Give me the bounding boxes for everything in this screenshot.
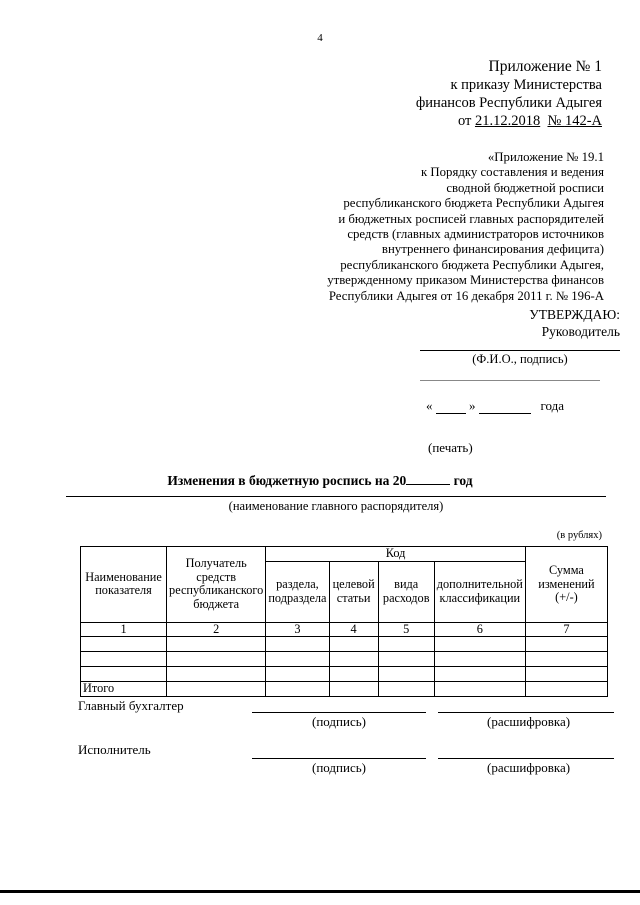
- stamp-label: (печать): [428, 440, 473, 455]
- accountant-signature-line[interactable]: [252, 712, 426, 713]
- annex1-number-prefix: №: [547, 113, 565, 129]
- table-cell[interactable]: [525, 682, 607, 697]
- executor-decode-line[interactable]: [438, 758, 614, 759]
- annex1-header: [416, 58, 602, 130]
- title-suffix: год: [453, 473, 473, 488]
- col-number: 2: [167, 622, 266, 637]
- annex19-line: сводной бюджетной росписи: [446, 180, 604, 195]
- col-number: 5: [378, 622, 434, 637]
- header-sum: Сумма изменений (+/-): [525, 547, 607, 623]
- header-target: целевой статьи: [329, 561, 378, 622]
- fio-caption: (Ф.И.О., подпись): [472, 352, 568, 366]
- table-cell[interactable]: [434, 652, 525, 667]
- date-year-label: года: [540, 398, 565, 413]
- header-name: Наименование показателя: [81, 547, 167, 623]
- head-label: Руководитель: [541, 324, 620, 339]
- table-cell[interactable]: [266, 667, 329, 682]
- annex19-line: к Порядку составления и ведения: [420, 165, 604, 180]
- date-quote-open: «: [426, 398, 433, 413]
- table-row: [81, 667, 608, 682]
- col-number: 1: [81, 622, 167, 637]
- table-cell[interactable]: [329, 682, 378, 697]
- annex19-header: [327, 150, 604, 304]
- approval-block: [529, 306, 620, 340]
- annex1-line2: к приказу Министерства: [450, 77, 602, 93]
- page-number: 4: [317, 32, 323, 44]
- annex19-line: «Приложение № 19.1: [487, 150, 604, 164]
- annex19-line: утвержденному приказом Министерства финансов: [327, 273, 604, 288]
- annex1-date-prefix: от: [457, 113, 475, 129]
- accountant-sign-caption: (подпись): [312, 714, 366, 729]
- col-number: 7: [525, 622, 607, 637]
- table-row: [81, 652, 608, 667]
- table-cell[interactable]: [525, 637, 607, 652]
- approve-label: УТВЕРЖДАЮ:: [529, 307, 620, 322]
- annex1-date: 21.12.2018: [474, 113, 541, 129]
- fio-signature-line[interactable]: [420, 350, 620, 351]
- table-cell[interactable]: [434, 637, 525, 652]
- table-cell[interactable]: [266, 637, 329, 652]
- header-type: вида расходов: [378, 561, 434, 622]
- org-name-line[interactable]: [66, 496, 606, 497]
- table-number-row: [81, 622, 608, 637]
- table-cell[interactable]: [329, 652, 378, 667]
- table-cell[interactable]: [167, 682, 266, 697]
- scan-edge-bar: [0, 890, 640, 893]
- annex1-date-line: [416, 112, 602, 130]
- col-number: 6: [434, 622, 525, 637]
- annex19-line: внутреннего финансирования дефицита): [381, 242, 604, 257]
- table-row: [81, 637, 608, 652]
- document-title: [0, 472, 640, 489]
- total-label: Итого: [81, 682, 167, 697]
- annex19-line: республиканского бюджета Республики Адыгея,: [340, 257, 604, 272]
- month-blank[interactable]: [479, 401, 531, 414]
- table-cell[interactable]: [378, 637, 434, 652]
- table-cell[interactable]: [167, 667, 266, 682]
- changes-table: [80, 546, 608, 697]
- table-cell[interactable]: [167, 637, 266, 652]
- table-cell[interactable]: [525, 667, 607, 682]
- approval-date: [426, 398, 564, 414]
- org-caption: (наименование главного распорядителя): [228, 499, 444, 513]
- header-recipient: Получатель средств республиканского бюджета: [167, 547, 266, 623]
- table-cell[interactable]: [329, 637, 378, 652]
- accountant-decode-caption: (расшифровка): [487, 714, 571, 729]
- table-cell[interactable]: [434, 682, 525, 697]
- table-cell[interactable]: [81, 637, 167, 652]
- annex1-line3: финансов Республики Адыгея: [415, 95, 602, 111]
- executor-decode-caption: (расшифровка): [487, 760, 571, 775]
- accountant-label: Главный бухгалтер: [78, 698, 184, 713]
- annex19-line: средств (главных администраторов источников: [347, 227, 604, 242]
- date-quote-close: »: [469, 398, 476, 413]
- executor-label: Исполнитель: [78, 742, 151, 757]
- accountant-decode-line[interactable]: [438, 712, 614, 713]
- day-blank[interactable]: [436, 401, 466, 414]
- col-number: 3: [266, 622, 329, 637]
- table-cell[interactable]: [378, 682, 434, 697]
- header-code: Код: [266, 547, 526, 562]
- annex19-line: Республики Адыгея от 16 декабря 2011 г. № 196-А: [328, 288, 604, 303]
- table-cell[interactable]: [434, 667, 525, 682]
- fio-extra-line: [420, 380, 600, 381]
- header-section: раздела, подраздела: [266, 561, 329, 622]
- title-text: Изменения в бюджетную роспись на 20: [167, 473, 407, 488]
- table-cell[interactable]: [266, 652, 329, 667]
- annex1-number: 142-А: [564, 113, 602, 129]
- header-additional: дополнительной классификации: [434, 561, 525, 622]
- table-cell[interactable]: [81, 652, 167, 667]
- annex1-title: Приложение № 1: [488, 58, 602, 75]
- executor-signature-line[interactable]: [252, 758, 426, 759]
- table-header-row: [81, 547, 608, 562]
- annex19-line: республиканского бюджета Республики Адыгея: [343, 196, 604, 211]
- annex19-line: и бюджетных росписей главных распорядителей: [338, 211, 604, 226]
- col-number: 4: [329, 622, 378, 637]
- executor-sign-caption: (подпись): [312, 760, 366, 775]
- table-cell[interactable]: [81, 667, 167, 682]
- table-cell[interactable]: [266, 682, 329, 697]
- table-cell[interactable]: [378, 652, 434, 667]
- table-cell[interactable]: [167, 652, 266, 667]
- table-cell[interactable]: [329, 667, 378, 682]
- units-label: (в рублях): [556, 530, 602, 541]
- table-cell[interactable]: [525, 652, 607, 667]
- year-blank[interactable]: [406, 472, 450, 485]
- table-cell[interactable]: [378, 667, 434, 682]
- table-total-row: [81, 682, 608, 697]
